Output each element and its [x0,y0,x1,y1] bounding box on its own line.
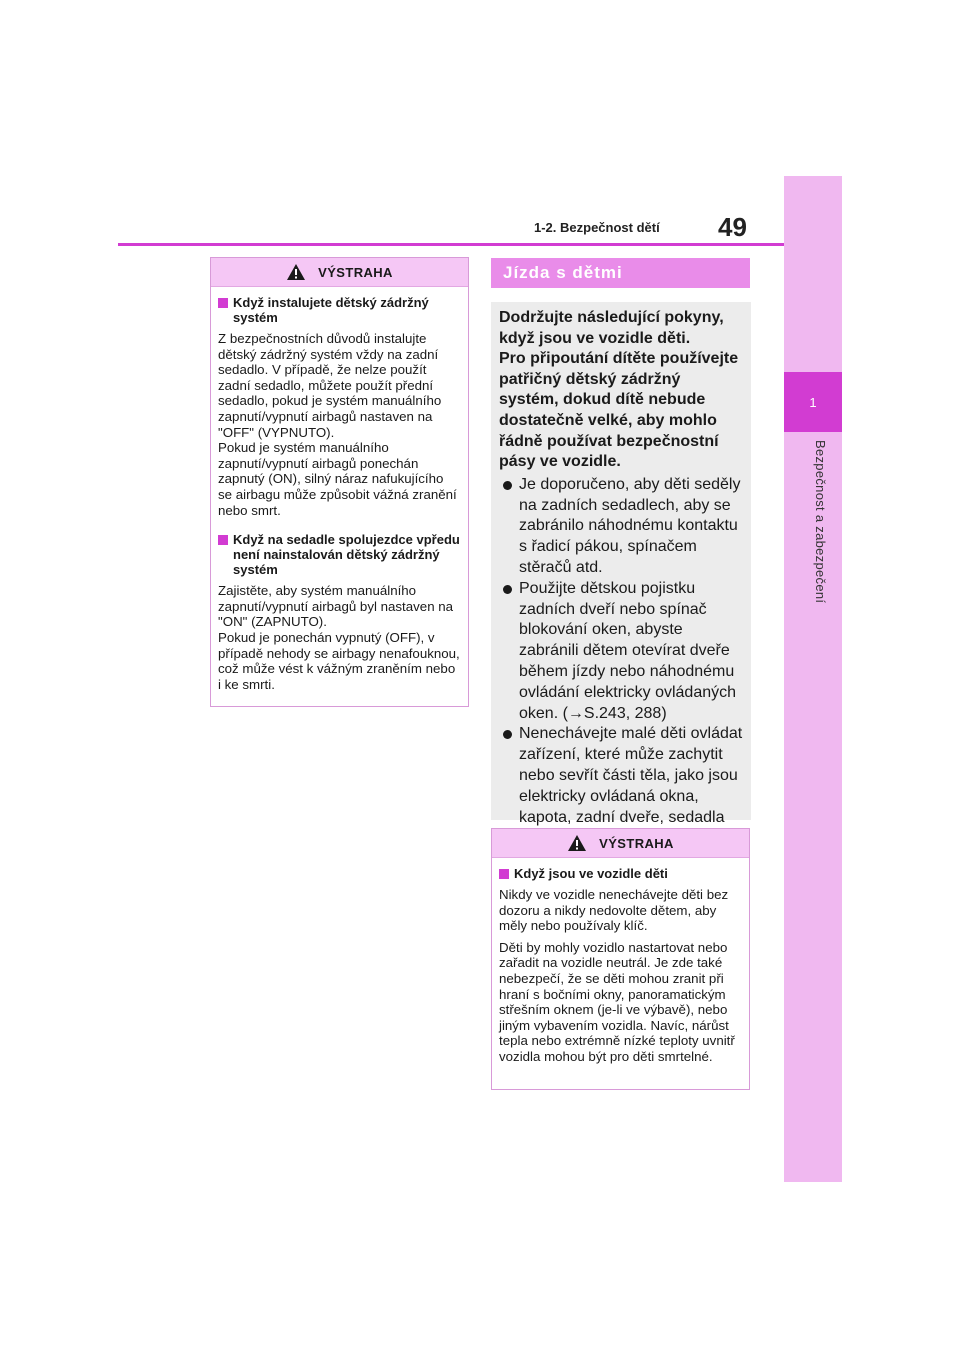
warning-triangle-icon [286,263,306,281]
warning-header [211,258,468,287]
page-number: 49 [718,212,747,242]
chapter-side-tab [784,176,842,1182]
list-item: Je doporučeno, aby děti seděly na zadních sedadlech, aby se zabránilo náhodnému kontaktu s řadicí pákou, spínačem stěračů atd. [499,475,743,579]
warning-title: VÝSTRAHA [599,835,674,851]
warning-item-heading: Když instalujete dětský zádržný systém [218,295,460,325]
warning-paragraph: Děti by mohly vozidlo nastartovat nebo zařadit na vozidle neutrál. Je zde také nebezpečí, že se děti mohou zranit při hraní s bočními okny, panoramatickým střešním oknem (je-li ve výbavě), nebo jiným vybavením vozidla. Navíc, nárůst tepla nebo extrémně nízké teploty uvnitř vozidla mohou být pro děti smrtelné. [499,939,735,1064]
chapter-title: Bezpečnost a zabezpečení [813,440,828,604]
warning-item-heading: Když na sedadle spolujezdce vpředu není nainstalován dětský zádržný systém [218,532,460,577]
list-item: Nenechávejte malé děti ovládat zařízení, které může zachytit nebo sevřít části těla, jako jsou elektricky ovládaná okna, kapota, zadní dveře, sedadla [499,724,743,849]
info-box [491,302,751,826]
square-bullet-icon [499,869,509,879]
warning-title: VÝSTRAHA [318,264,393,280]
square-bullet-icon [218,298,228,308]
section-intro: Dodržujte následující pokyny, když jsou ve vozidle děti. Pro připoutání dítěte používejte patřičný dětský zádržný systém, dokud dítě nebude dostatečně velké, aby mohlo řádně používat bezpečnostní pásy ve vozidle. [499,309,739,471]
warning-header [492,829,749,858]
chapter-number[interactable]: 1 [784,372,842,432]
warning-item-heading: Když jsou ve vozidle děti [499,866,741,881]
warning-paragraph: Z bezpečnostních důvodů instalujte dětský zádržný systém vždy na zadní sedadlo. V případě, že nelze použít zadní sedadlo, můžete použít přední sedadlo, pokud je systém manuálního zapnutí/vypnutí airbagů nastaven na "OFF" (VYPNUTO). Pokud je systém manuálního zapnutí/vypnutí airbagů ponechán zapnutý (ON), silný náraz nafukujícího se airbagu může způsobit vážná zranění nebo smrt. [218,331,457,518]
warning-triangle-icon [567,834,587,852]
section-title: Jízda s dětmi [491,258,750,288]
header-rule [118,243,784,246]
square-bullet-icon [218,535,228,545]
section-header: 1-2. Bezpečnost dětí [534,220,660,235]
warning-paragraph: Zajistěte, aby systém manuálního zapnutí/vypnutí airbagů byl nastaven na "ON" (ZAPNUTO). Pokud je ponechán vypnutý (OFF), v případě nehody se airbagy nenafouknou, což může vést k vážným zraněním nebo i ke smrti. [218,583,460,692]
warning-paragraph: Nikdy ve vozidle nenechávejte děti bez dozoru a nikdy nedovolte dětem, aby měly nebo používaly klíč. [499,887,729,934]
list-item: Použijte dětskou pojistku zadních dveří nebo spínač blokování oken, abyste zabránili dětem otevírat dveře během jízdy nebo náhodnému ovládání elektricky ovládaných oken. (→S.243, 288) [499,579,743,725]
warning-box-right [491,828,750,1090]
warning-box-left [210,257,469,707]
bullet-list [499,475,743,849]
